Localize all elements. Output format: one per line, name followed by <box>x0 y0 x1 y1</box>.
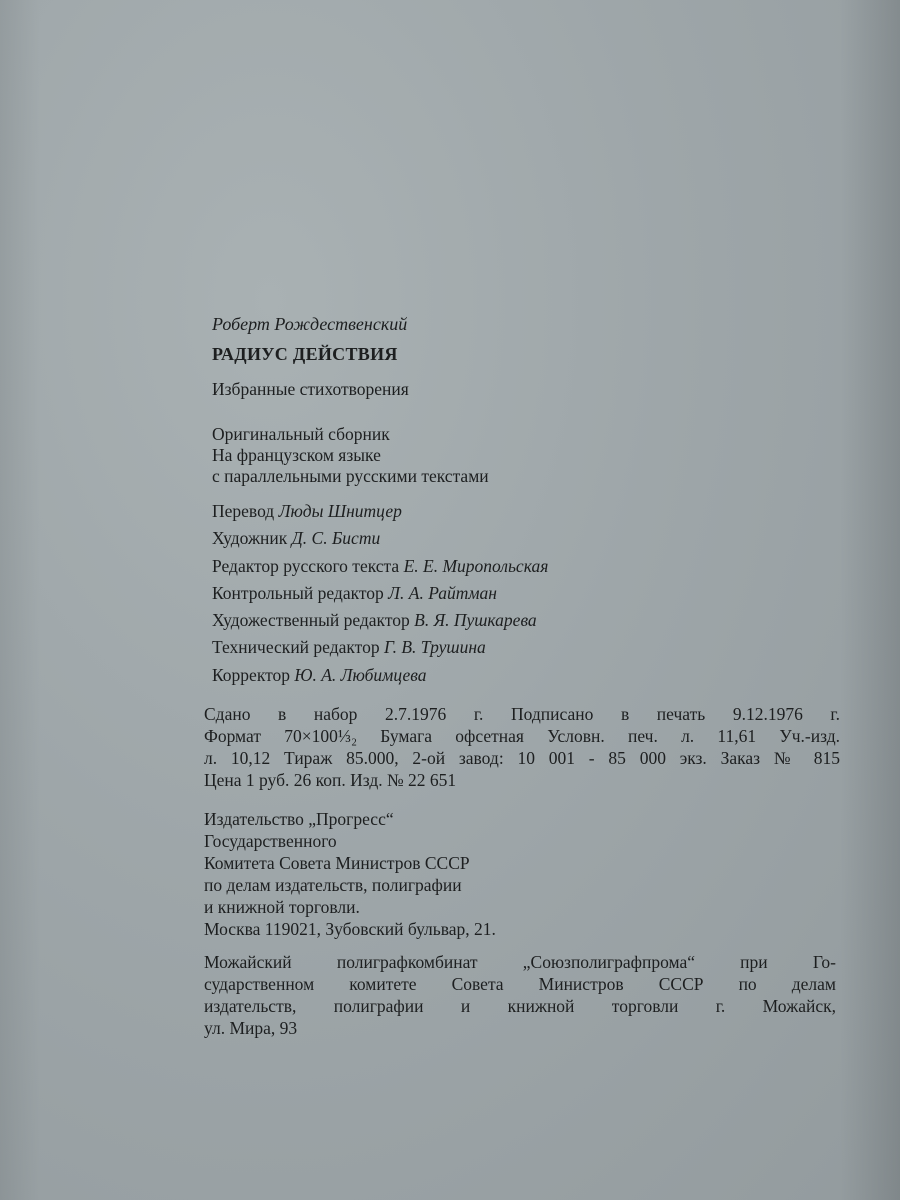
printer-line: издательств, полиграфии и книжной торговли г. Можайск, <box>204 996 836 1016</box>
credit-role: Художественный редактор <box>212 610 410 631</box>
page-shadow-right <box>840 0 900 1200</box>
publisher-line: и книжной торговли. <box>204 897 360 917</box>
publisher-line: Государственного <box>204 831 337 851</box>
edition-info <box>212 424 489 487</box>
printing-details <box>204 703 840 791</box>
book-subtitle: Избранные стихотворения <box>212 379 409 399</box>
edition-line: На французском языке <box>212 445 381 465</box>
printer-line: Можайский полиграфкомбинат „Союзполиграфпрома“ при Го- <box>204 952 836 972</box>
credit-role: Технический редактор <box>212 637 380 658</box>
credit-role: Корректор <box>212 664 291 685</box>
publisher-line: Москва 119021, Зубовский бульвар, 21. <box>204 919 496 939</box>
credit-art-editor <box>212 607 548 634</box>
printing-line: Формат 70×100⅓₂ Бумага офсетная Условн. печ. л. 11,61 Уч.-изд. <box>204 726 840 746</box>
credit-proofreader <box>212 662 548 689</box>
credit-name: Д. С. Бисти <box>291 528 381 549</box>
printer-info <box>204 951 836 1039</box>
credit-name: В. Я. Пушкарева <box>414 610 537 631</box>
printer-line: сударственном комитете Совета Министров СССР по делам <box>204 974 836 994</box>
credit-role: Перевод <box>212 501 275 521</box>
edition-line: с параллельными русскими текстами <box>212 466 489 486</box>
credit-russian-editor <box>212 553 548 580</box>
publisher-line: по делам издательств, полиграфии <box>204 875 462 895</box>
credit-name: Е. Е. Миропольская <box>403 555 549 576</box>
publisher-line: Комитета Совета Министров СССР <box>204 853 470 873</box>
credits-list <box>212 498 548 689</box>
credit-control-editor <box>212 580 548 607</box>
edition-line: Оригинальный сборник <box>212 424 390 444</box>
publisher-info <box>204 808 496 940</box>
credit-artist <box>212 525 548 552</box>
credit-name: Ю. А. Любимцева <box>294 664 427 685</box>
printing-line: Цена 1 руб. 26 коп. Изд. № 22 651 <box>204 770 457 790</box>
printer-line: ул. Мира, 93 <box>204 1018 298 1038</box>
credit-name: Люды Шнитцер <box>278 501 402 521</box>
book-title: РАДИУС ДЕЙСТВИЯ <box>212 344 398 364</box>
credit-name: Г. В. Трушина <box>383 637 486 658</box>
author-name: Роберт Рождественский <box>212 314 408 334</box>
credit-role: Редактор русского текста <box>212 555 400 576</box>
printing-line: л. 10,12 Тираж 85.000, 2-ой завод: 10 001 - 85 000 экз. Заказ № 815 <box>204 748 840 768</box>
credit-technical-editor <box>212 634 548 661</box>
credit-name: Л. А. Райтман <box>388 582 497 603</box>
credit-role: Контрольный редактор <box>212 582 384 603</box>
publisher-line: Издательство „Прогресс“ <box>204 809 394 829</box>
printing-line: Сдано в набор 2.7.1976 г. Подписано в печать 9.12.1976 г. <box>204 704 840 724</box>
credit-role: Художник <box>212 528 288 549</box>
credit-translator <box>212 498 548 525</box>
page-shadow-left <box>0 0 40 1200</box>
